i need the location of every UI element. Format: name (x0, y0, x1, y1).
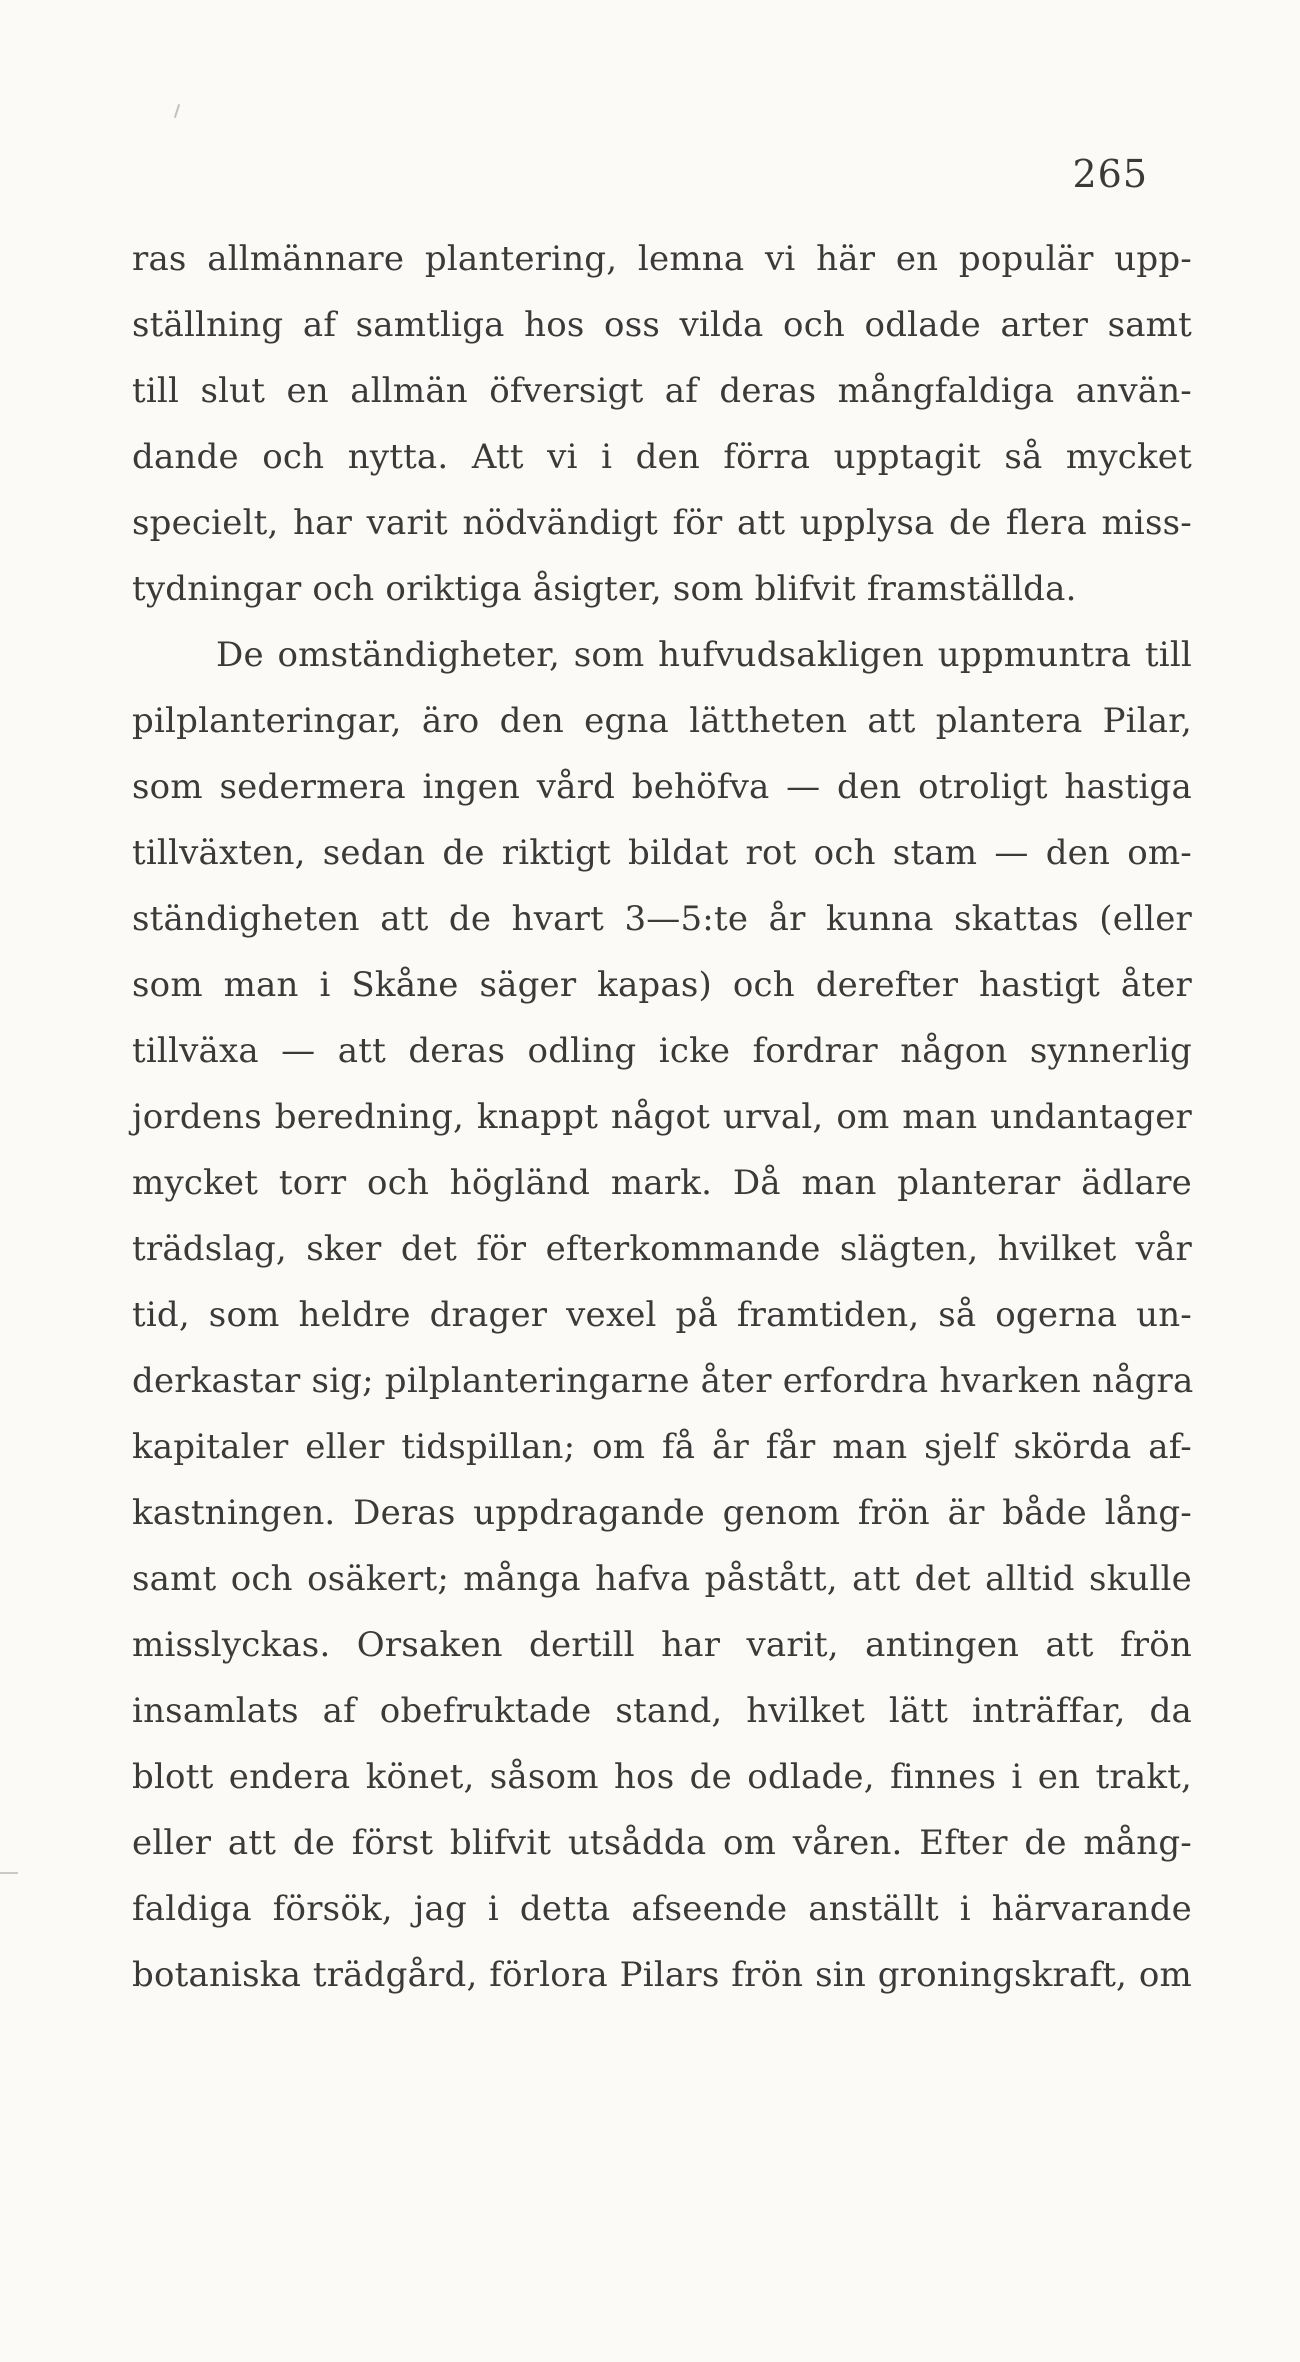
text-line: specielt, har varit nödvändigt för att upplysa de flera miss- (132, 503, 1192, 543)
text-line: samt och osäkert; många hafva påstått, att det alltid skulle (132, 1559, 1192, 1599)
paragraph-start-line: De omständigheter, som hufvudsakligen uppmuntra till (216, 635, 1192, 675)
text-line: tydningar och oriktiga åsigter, som blifvit framställda. (132, 569, 1077, 609)
page-number: 265 (1072, 152, 1148, 196)
stray-ink-mark (174, 104, 180, 118)
text-line: trädslag, sker det för efterkommande slägten, hvilket vår (132, 1229, 1192, 1269)
text-line: ras allmännare plantering, lemna vi här en populär upp- (132, 239, 1192, 279)
text-line: derkastar sig; pilplanteringarne åter erfordra hvarken några (132, 1361, 1194, 1401)
text-line: faldiga försök, jag i detta afseende anställt i härvarande (132, 1889, 1192, 1929)
text-line: som sedermera ingen vård behöfva — den otroligt hastiga (132, 767, 1192, 807)
text-line: jordens beredning, knappt något urval, om man undantager (132, 1097, 1192, 1137)
text-line: insamlats af obefruktade stand, hvilket lätt inträffar, da (132, 1691, 1192, 1731)
text-line: tid, som heldre drager vexel på framtiden, så ogerna un- (132, 1295, 1192, 1335)
body-text (132, 226, 1192, 2008)
text-line: ställning af samtliga hos oss vilda och odlade arter samt (132, 305, 1192, 345)
text-line: botaniska trädgård, förlora Pilars frön sin groningskraft, om (132, 1955, 1192, 1995)
text-line: kastningen. Deras uppdragande genom frön är både lång- (132, 1493, 1192, 1533)
text-line: misslyckas. Orsaken dertill har varit, antingen att frön (132, 1625, 1192, 1665)
text-line: eller att de först blifvit utsådda om våren. Efter de mång- (132, 1823, 1192, 1863)
text-line: tillväxa — att deras odling icke fordrar någon synnerlig (132, 1031, 1192, 1071)
text-line: pilplanteringar, äro den egna lättheten att plantera Pilar, (132, 701, 1192, 741)
text-line: till slut en allmän öfversigt af deras mångfaldiga använ- (132, 371, 1192, 411)
text-line: mycket torr och högländ mark. Då man planterar ädlare (132, 1163, 1192, 1203)
text-line: ständigheten att de hvart 3—5:te år kunna skattas (eller (132, 899, 1192, 939)
text-line: blott endera könet, såsom hos de odlade, finnes i en trakt, (132, 1757, 1192, 1797)
text-line: kapitaler eller tidspillan; om få år får man sjelf skörda af- (132, 1427, 1192, 1467)
text-line: tillväxten, sedan de riktigt bildat rot och stam — den om- (132, 833, 1192, 873)
text-line: som man i Skåne säger kapas) och derefter hastigt åter (132, 965, 1192, 1005)
text-line: dande och nytta. Att vi i den förra upptagit så mycket (132, 437, 1192, 477)
margin-dash-mark (0, 1872, 18, 1874)
